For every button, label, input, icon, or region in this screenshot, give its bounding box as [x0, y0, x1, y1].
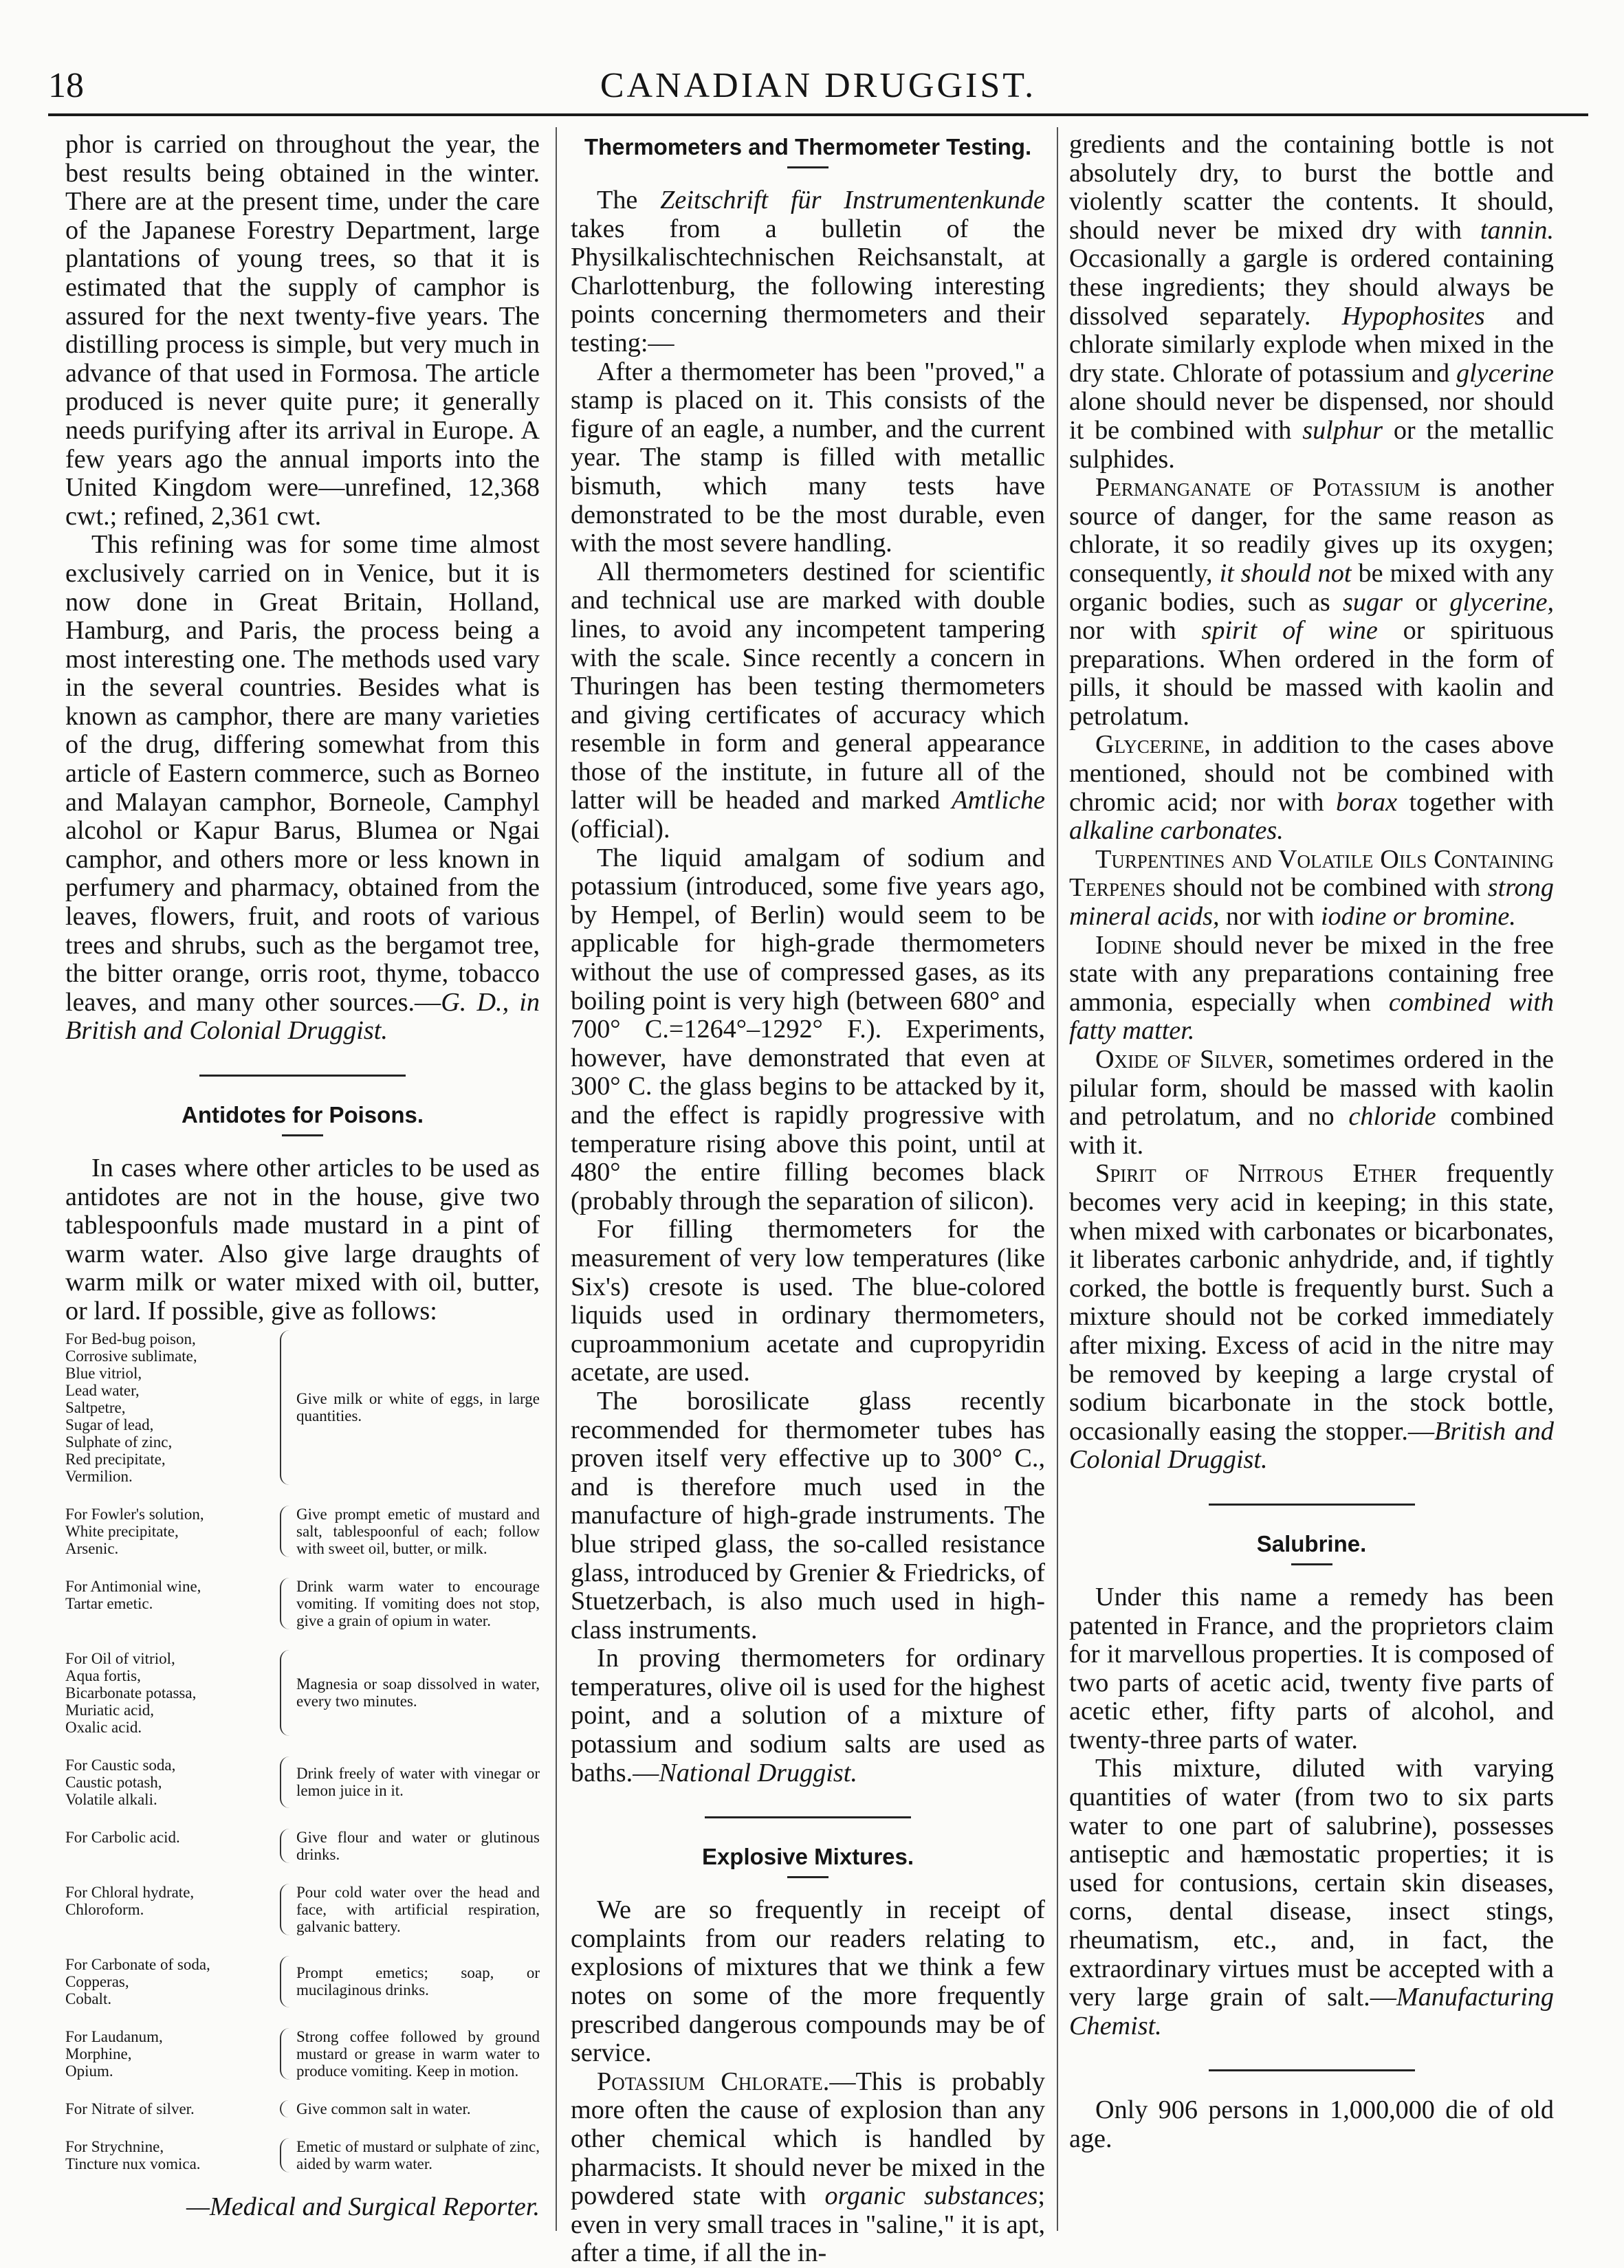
poison-name: White precipitate, [65, 1522, 179, 1540]
camphor-paragraph: phor is carried on throughout the year, the best results being obtained in the winter. There are at the present time, under the care of the Japanese Forestry Department, large plantations of young trees, so that it is estimated that the supply of camphor is assured for the next twenty-five years. The distilling process is simple, but very much in advance of that used in Formosa. The article produced is never quite pure; it generally needs purifying after its arrival in Europe. A few years ago the annual imports into the United Kingdom were—unrefined, 12,368 cwt.; refined, 2,361 cwt. [65, 130, 540, 531]
thermo-paragraph: The borosilicate glass recently recommended for thermometer tubes has proven itself very effective up to 300° C., and is therefore much used in the manufacture of high-grade instruments. The blue striped glass, the so-called resistance glass, introduced by Grenier & Friedricks, of Stuetzerbach, is also much used in high-class instruments. [571, 1386, 1045, 1644]
poison-list [65, 1757, 272, 1808]
explosive-paragraph: Potassium Chlorate.—This is probably more often the cause of explosion than any other chemical which is handled by pharmacists. It should never be mixed in the powdered state with organic substances; even in very small traces in "saline," it is apt, after a time, if all the in- [571, 2067, 1046, 2268]
poison-name: Tincture nux vomica. [65, 2155, 201, 2172]
remedy-text: Give prompt emetic of mustard and salt, tablespoonful of each; follow with sweet oil, butter, or milk. [280, 1506, 540, 1557]
antidote-row [65, 1506, 540, 1557]
antidote-row [65, 1829, 540, 1863]
explosive-paragraph: Iodine should never be mixed in the free state with any preparations containing free ammonia, especially when combined with fatty matter. [1069, 930, 1555, 1046]
poison-name: Blue vitriol, [65, 1364, 142, 1382]
poison-list [65, 2138, 272, 2172]
column-divider [556, 127, 557, 2231]
thermo-paragraph: The liquid amalgam of sodium and potassium (introduced, some five years ago, by Hempel, of Berlin) would seem to be applicable for high-grade thermometers without the use of compressed gases, as its boiling point is very high (between 680° and 700° C.=1264°–1292° F.). Experiments, however, have demonstrated that even at 300° C. the glass begins to be attacked by it, and the effect is rapidly progressive with temperature rising above this point, until at 480° the entire filling becomes black (probably through the separation of silicon). [571, 843, 1045, 1215]
remedy-text: Strong coffee followed by ground mustard or grease in warm water to produce vomiting. Keep in motion. [280, 2028, 540, 2080]
poison-name: For Strychnine, [65, 2137, 164, 2155]
salubrine-paragraph: Under this name a remedy has been patented in France, and the proprietors claim for it marvellous properties. It is composed of two parts of acetic acid, twenty five parts of acetic ether, fifty parts of alcohol, and twenty-three parts of water. [1069, 1582, 1554, 1754]
camphor-paragraph: This refining was for some time almost exclusively carried on in Venice, but it is now done in Great Britain, Holland, Hamburg, and Paris, the process being a most interesting one. The methods used vary in the several countries. Besides what is known as camphor, there are many varieties of the drug, differing somewhat from this article of Eastern commerce, such as Borneo and Malayan camphor, Borneole, Camphyl alcohol or Kapur Barus, Blumea or Ngai camphor, and others more or less known in perfumery and pharmacy, obtained from the leaves, flowers, fruit, and roots of various trees and shrubs, such as the bergamot tree, the bitter orange, orris root, thyme, tobacco leaves, and many other sources.—G. D., in British and Colonial Druggist. [65, 530, 540, 1046]
section-heading: Thermometers and Thermometer Testing. [584, 134, 1032, 159]
thermo-paragraph: For filling thermometers for the measurement of very low temperatures (like Six's) cresote is used. The blue-colored liquids used in ordinary thermometers, cuproammonium acetate and cupropyridin acetate, are used. [571, 1215, 1045, 1387]
page-header [48, 65, 1588, 116]
poison-name: Sulphate of zinc, [65, 1433, 173, 1451]
remedy-text: Drink warm water to encourage vomiting. If vomiting does not stop, give a grain of opium in water. [280, 1578, 540, 1629]
antidote-row [65, 2138, 540, 2172]
antidote-row [65, 1578, 540, 1629]
poison-name: For Bed-bug poison, [65, 1330, 196, 1347]
poison-name: For Chloral hydrate, [65, 1883, 195, 1901]
page-number: 18 [48, 66, 84, 105]
page-title: CANADIAN DRUGGIST. [600, 66, 1037, 105]
poison-name: For Carbonate of soda, [65, 1955, 210, 1973]
explosive-paragraph: Spirit of Nitrous Ether frequently becomes very acid in keeping; in this state, when mixed with carbonates or bicarbonates, it liberates carbonic anhydride, and, if tightly corked, the bottle is frequently burst. Such a mixture should not be corked immediately after mixing. Excess of acid in the nitre may be removed by keeping a large crystal of sodium bicarbonate in the stock bottle, occasionally easing the stopper.—British and Colonial Druggist. [1069, 1159, 1555, 1475]
column-2 [571, 131, 1045, 2268]
explosive-paragraph: Glycerine, in addition to the cases above mentioned, should not be combined with chromic acid; nor with borax together with alkaline carbonates. [1069, 730, 1555, 846]
poison-name: Lead water, [65, 1381, 140, 1399]
explosive-paragraph: We are so frequently in receipt of complaints from our readers relating to explosions of mixtures that we think a few notes on some of the more frequently prescribed dangerous compounds may be of service. [571, 1895, 1045, 2068]
poison-name: Aqua fortis, [65, 1666, 141, 1684]
heading-rule [1291, 1563, 1332, 1565]
explosive-paragraph: gredients and the containing bottle is not absolutely dry, to burst the bottle and violently scatter the contents. It should, should never be mixed dry with tannin. Occasionally a gargle is ordered containing these ingredients; they should always be dissolved separately. Hypophosites and chlorate similarly explode when mixed in the dry state. Chlorate of potassium and glycerine alone should never be dispensed, nor should it be combined with sulphur or the metallic sulphides. [1069, 130, 1555, 474]
poison-name: For Carbolic acid. [65, 1828, 180, 1846]
antidote-row [65, 1757, 540, 1808]
column-3 [1069, 131, 1554, 2154]
explosive-paragraph: Oxide of Silver, sometimes ordered in the pilular form, should be massed with kaolin and petrolatum, and no chloride combined with it. [1069, 1045, 1555, 1160]
poison-name: Oxalic acid. [65, 1718, 142, 1736]
poison-name: For Caustic soda, [65, 1756, 176, 1774]
poison-name: Bicarbonate potassa, [65, 1684, 197, 1702]
antidote-row [65, 2028, 540, 2080]
poison-list [65, 1650, 272, 1736]
poison-name: Arsenic. [65, 1539, 119, 1557]
poison-name: Muriatic acid, [65, 1701, 155, 1719]
thermo-paragraph: After a thermometer has been "proved," a stamp is placed on it. This consists of the figure of an eagle, a number, and the current year. The stamp is filled with metallic bismuth, which many tests have demonstrated to be the most durable, even with the most severe handling. [571, 357, 1045, 558]
thermo-paragraph: The Zeitschrift für Instrumentenkunde takes from a bulletin of the Physilkalischtechnischen Reichsanstalt, at Charlottenburg, the following interesting points concerning thermometers and their testing:— [571, 186, 1045, 357]
poison-name: For Oil of vitriol, [65, 1649, 175, 1667]
heading-rule [282, 1134, 323, 1136]
poison-name: Morphine, [65, 2045, 132, 2062]
remedy-text: Magnesia or soap dissolved in water, every two minutes. [280, 1650, 540, 1736]
poison-name: Sugar of lead, [65, 1416, 154, 1433]
remedy-text: Give common salt in water. [280, 2100, 540, 2117]
explosive-paragraph: Permanganate of Potassium is another source of danger, for the same reason as chlorate, it so readily gives up its oxygen; consequently, it should not be mixed with any organic bodies, such as sugar or glycerine, nor with spirit of wine or spirituous preparations. When ordered in the form of pills, it should be massed with kaolin and petrolatum. [1069, 473, 1555, 731]
antidote-row [65, 1330, 540, 1485]
antidote-row [65, 1956, 540, 2007]
poison-name: Chloroform. [65, 1900, 144, 1918]
poison-list [65, 2028, 272, 2080]
article-source: G. D., in British and Colonial Druggist. [65, 987, 540, 1046]
remedy-text: Give flour and water or glutinous drinks. [280, 1829, 540, 1863]
poison-name: Corrosive sublimate, [65, 1347, 197, 1365]
salubrine-paragraph: This mixture, diluted with varying quantities of water (from two to six parts water to one part of salubrine), possesses antiseptic and hæmostatic properties; it is used for contusions, certain skin diseases, corns, dental disease, insect stings, rheumatism, etc., and, in fact, the extraordinary virtues must be accepted with a very large grain of salt.—Manufacturing Chemist. [1069, 1754, 1554, 2040]
antidote-row [65, 2100, 540, 2117]
section-heading: Explosive Mixtures. [701, 1844, 914, 1870]
poison-name: For Fowler's solution, [65, 1505, 204, 1523]
poison-name: For Laudanum, [65, 2027, 163, 2045]
explosive-paragraph: Turpentines and Volatile Oils Containing Terpenes should not be combined with strong mineral acids, nor with iodine or bromine. [1069, 844, 1554, 932]
poison-name: For Antimonial wine, [65, 1577, 201, 1595]
remedy-text: Emetic of mustard or sulphate of zinc, aided by warm water. [280, 2138, 540, 2172]
poison-name: Caustic potash, [65, 1773, 162, 1791]
article-source: Manufacturing Chemist. [1069, 1983, 1554, 2040]
poison-name: Tartar emetic. [65, 1594, 153, 1612]
poison-name: Opium. [65, 2062, 113, 2080]
poison-name: Red precipitate, [65, 1450, 166, 1468]
poison-name: For Nitrate of silver. [65, 2100, 195, 2117]
antidote-row [65, 1650, 540, 1736]
poison-list [65, 1506, 272, 1557]
poison-list [65, 1578, 272, 1629]
section-separator [199, 1075, 406, 1077]
thermo-paragraph: In proving thermometers for ordinary temperatures, olive oil is used for the highest point, and a solution of a mixture of potassium and sodium salts are used as baths.—National Druggist. [571, 1644, 1045, 1787]
article-source: British and Colonial Druggist. [1069, 1416, 1554, 1475]
poison-name: Volatile alkali. [65, 1790, 157, 1808]
column-1 [65, 131, 540, 2221]
remedy-text: Pour cold water over the head and face, with artificial respiration, galvanic battery. [280, 1884, 540, 1935]
column-divider [1057, 127, 1058, 2231]
poison-list [65, 1330, 272, 1485]
remedy-text: Prompt emetics; soap, or mucilaginous drinks. [280, 1956, 540, 2007]
remedy-text: Drink freely of water with vinegar or lemon juice in it. [280, 1757, 540, 1808]
article-source: National Druggist. [659, 1758, 857, 1787]
article-source: —Medical and Surgical Reporter. [186, 2192, 540, 2221]
section-heading: Antidotes for Poisons. [181, 1102, 424, 1127]
section-separator [1209, 1504, 1415, 1506]
poison-name: Saltpetre, [65, 1398, 126, 1416]
section-separator [1209, 2069, 1415, 2071]
section-separator [705, 1816, 911, 1818]
antidote-row [65, 1884, 540, 1935]
poison-name: Cobalt. [65, 1990, 112, 2007]
poison-list [65, 2100, 272, 2117]
poison-list [65, 1884, 272, 1935]
heading-rule [787, 166, 829, 168]
remedy-text: Give milk or white of eggs, in large quantities. [280, 1330, 540, 1485]
poison-list [65, 1956, 272, 2007]
poison-name: Copperas, [65, 1972, 129, 1990]
filler-note: Only 906 persons in 1,000,000 die of old age. [1069, 2095, 1554, 2153]
heading-rule [787, 1876, 829, 1878]
poison-list [65, 1829, 272, 1863]
antidotes-intro: In cases where other articles to be used as antidotes are not in the house, give two tablespoonfuls made mustard in a pint of warm water. Also give large draughts of warm milk or water mixed with oil, butter, or lard. If possible, give as follows: [65, 1154, 540, 1325]
section-heading: Salubrine. [1256, 1530, 1367, 1556]
antidote-table [65, 1330, 540, 2172]
thermo-paragraph: All thermometers destined for scientific and technical use are marked with double lines, to avoid any incompetent tampering with the scale. Since recently a concern in Thuringen has been testing thermometers and giving certificates of accuracy which resemble in form and general appearance those of the institute, in future all of the latter will be headed and marked Amtliche (official). [571, 557, 1046, 844]
poison-name: Vermilion. [65, 1467, 133, 1485]
